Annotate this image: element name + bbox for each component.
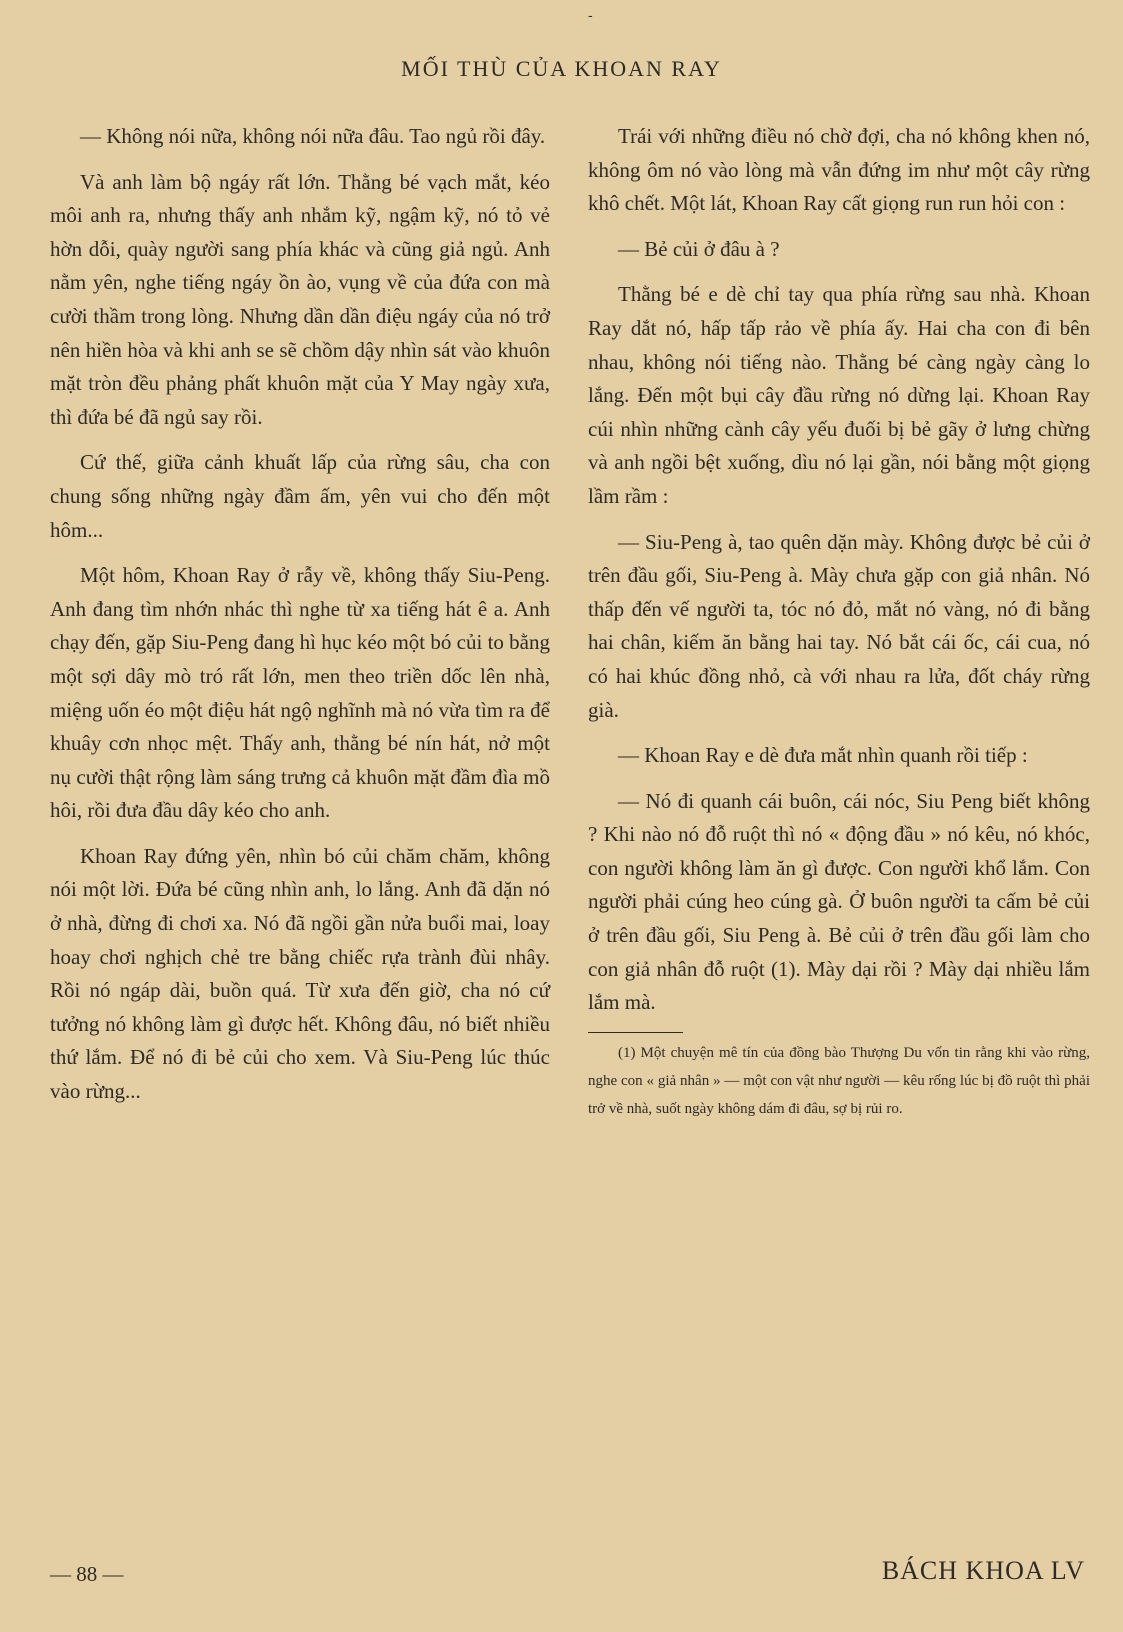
paragraph: Một hôm, Khoan Ray ở rẫy về, không thấy Siu-Peng. Anh đang tìm nhớn nhác thì nghe từ xa tiếng hát ê a. Anh chạy đến, gặp Siu-Peng đang hì hục kéo một bó củi to bằng một sợi dây mò tró rất lớn, men theo triền dốc lên nhà, miệng uốn éo một điệu hát ngộ nghĩnh mà nó vừa tìm ra để khuây cơn nhọc mệt. Thấy anh, thằng bé nín hát, nở một nụ cười thật rộng làm sáng trưng cả khuôn mặt đầm đìa mồ hôi, rồi đưa đầu dây kéo cho anh. [50,563,550,823]
paragraph: Khoan Ray đứng yên, nhìn bó củi chăm chăm, không nói một lời. Đứa bé cũng nhìn anh, lo lắng. Anh đã dặn nó ở nhà, đừng đi chơi xa. Nó đã ngồi gần nửa buổi mai, loay hoay chơi nghịch chẻ tre bằng chiếc rựa trành đùi nhây. Rồi nó ngáp dài, buồn quá. Từ xưa đến giờ, cha nó cứ tưởng nó không làm gì được hết. Không đâu, nó biết nhiều thứ lắm. Để nó đi bẻ củi cho xem. Và Siu-Peng lúc thúc vào rừng... [50,843,550,1104]
paragraph: — Không nói nữa, không nói nữa đâu. Tao ngủ rồi đây. [80,124,546,148]
footnote: (1) Một chuyện mê tín của đồng bào Thượng Du vốn tin rằng khi vào rừng, nghe con « giả nhân » — một con vật như người — kêu rống lúc bị đồ ruột thì phải trở về nhà, suốt ngày không dám đi đâu, sợ bị rủi ro. [588,1044,1090,1117]
right-column [588,120,1090,1135]
page-number: — 88 — [50,1562,124,1586]
paragraph: Cứ thế, giữa cảnh khuất lấp của rừng sâu, cha con chung sống những ngày đầm ấm, yên vui cho đến một hôm... [50,450,550,542]
paragraph: — Khoan Ray e dè đưa mắt nhìn quanh rồi tiếp : [618,743,1028,768]
paragraph: Trái với những điều nó chờ đợi, cha nó không khen nó, không ôm nó vào lòng mà vẫn đứng im như một cây rừng khô chết. Một lát, Khoan Ray cất giọng run run hỏi con : [588,124,1090,216]
paragraph: Và anh làm bộ ngáy rất lớn. Thằng bé vạch mắt, kéo môi anh ra, nhưng thấy anh nhắm kỹ, ngậm kỹ, nó tỏ vẻ hờn dỗi, quày người sang phía khác và cũng giả ngủ. Anh nằm yên, nghe tiếng ngáy ồn ào, vụng về của đứa con mà cười thầm trong lòng. Nhưng dần dần điệu ngáy của nó trở nên hiền hòa và khi anh se sẽ chồm dậy nhìn sát vào khuôn mặt tròn đều phảng phất khuôn mặt của Y May ngày xưa, thì đứa bé đã ngủ say rồi. [50,169,550,429]
paragraph: — Siu-Peng à, tao quên dặn mày. Không được bẻ củi ở trên đầu gối, Siu-Peng à. Mày chưa gặp con giả nhân. Nó thấp đến vế người ta, tóc nó đỏ, mắt nó vàng, nó đi bằng hai chân, kiếm ăn bằng hai tay. Nó bắt cái ốc, cái cua, nó có hai khúc đồng nhỏ, cà với nhau ra lửa, đốt cháy rừng già. [588,529,1090,722]
publication-name: BÁCH KHOA LV [881,1556,1085,1585]
paragraph: — Bẻ củi ở đâu à ? [618,236,780,261]
paragraph: Thằng bé e dè chỉ tay qua phía rừng sau nhà. Khoan Ray dắt nó, hấp tấp rảo về phía ấy. Hai cha con đi bên nhau, không nói tiếng nào. Thằng bé càng ngày càng lo lắng. Đến một bụi cây đầu rừng nó dừng lại. Khoan Ray cúi nhìn những cành cây yếu đuối bị bẻ gãy ở lưng chừng và anh ngồi bệt xuống, dìu nó lại gần, nói bằng một giọng lầm rầm : [588,282,1090,508]
left-column [50,120,550,1121]
top-mark: - [588,8,593,24]
running-title: MỐI THÙ CỦA KHOAN RAY [401,56,722,81]
paragraph: — Nó đi quanh cái buôn, cái nóc, Siu Peng biết không ? Khi nào nó đỗ ruột thì nó « động đầu » nó kêu, nó khóc, con người không làm ăn gì được. Con người khổ lắm. Con người phải cúng heo cúng gà. Ở buôn người ta cấm bẻ củi ở trên đầu gối, Siu Peng à. Bẻ củi ở trên đầu gối làm cho con giả nhân đỗ ruột (1). Mày dại rồi ? Mày dại nhiều lắm lắm mà. [588,788,1090,1015]
footnote-rule [588,1032,683,1033]
